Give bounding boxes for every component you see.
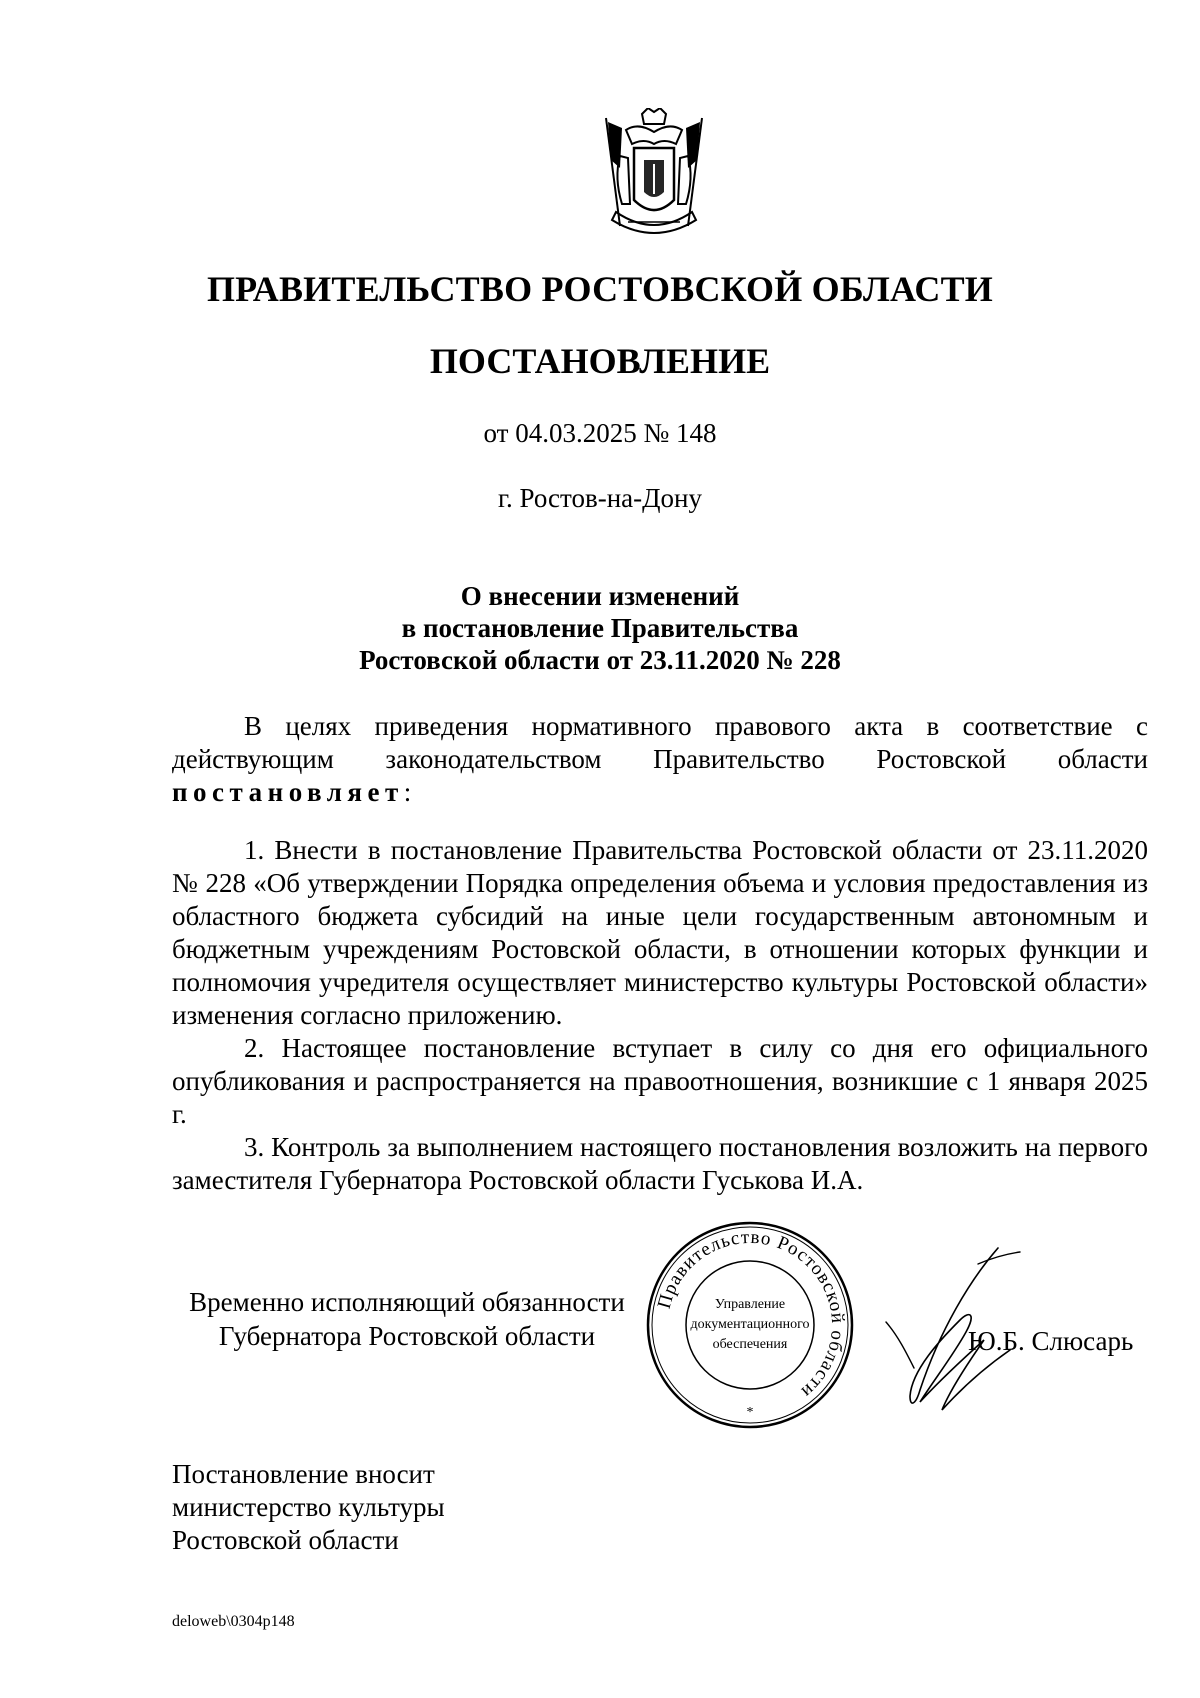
seal-center-line: Управление xyxy=(714,1297,786,1312)
preamble xyxy=(172,710,1148,809)
position-line: Губернатора Ростовской области xyxy=(218,1321,596,1351)
decree-word: постановляет xyxy=(172,777,404,807)
decree-items xyxy=(172,834,1148,1197)
official-seal xyxy=(645,1220,855,1430)
introduced-by xyxy=(172,1458,445,1557)
position-line: Временно исполняющий обязанности xyxy=(189,1287,625,1317)
document-type: ПОСТАНОВЛЕНИЕ xyxy=(429,341,771,381)
organization-title: ПРАВИТЕЛЬСТВО РОСТОВСКОЙ ОБЛАСТИ xyxy=(206,269,994,309)
signer-name: Ю.Б. Слюсарь xyxy=(968,1326,1134,1356)
seal-star: * xyxy=(746,1405,754,1420)
introduced-line: Ростовской области xyxy=(172,1525,399,1555)
title-line: в постановление Правительства xyxy=(401,613,799,643)
seal-center-line: обеспечения xyxy=(712,1337,788,1352)
decree-item-2: 2. Настоящее постановление вступает в силу со дня его официального опубликования и распространяется на правоотношения, возникшие с 1 января 2025 г. xyxy=(172,1033,1148,1129)
city: г. Ростов-на-Дону xyxy=(497,483,702,513)
decree-item-3: 3. Контроль за выполнением настоящего постановления возложить на первого заместителя Губернатора Ростовской области Гуськова И.А. xyxy=(172,1132,1148,1195)
decree-item-1: 1. Внести в постановление Правительства Ростовской области от 23.11.2020 № 228 «Об утверждении Порядка определения объема и условия предоставления из областного бюджета субсидий на иные цели государственным автономным и бюджетным учреждениям Ростовской области, в отношении которых функции и полномочия учредителя осуществляет министерство культуры Ростовской области» изменения согласно приложению. xyxy=(172,835,1148,1030)
preamble-text: В целях приведения нормативного правового акта в соответствие с действующим законодательством Правительство Ростовской области xyxy=(172,711,1148,774)
preamble-tail: : xyxy=(403,777,412,807)
seal-ring-text: Правительство Ростовской области xyxy=(653,1226,849,1403)
date-number: от 04.03.2025 № 148 xyxy=(483,418,717,448)
title-line: Ростовской области от 23.11.2020 № 228 xyxy=(359,645,841,675)
file-reference: deloweb\0304p148 xyxy=(172,1613,295,1630)
introduced-line: Постановление вносит xyxy=(172,1459,435,1489)
seal-center-line: документационного xyxy=(690,1317,810,1332)
document-title xyxy=(0,580,1200,676)
coat-of-arms-icon xyxy=(598,108,710,243)
signatory-position xyxy=(172,1285,642,1353)
introduced-line: министерство культуры xyxy=(172,1492,445,1522)
title-line: О внесении изменений xyxy=(460,581,740,611)
